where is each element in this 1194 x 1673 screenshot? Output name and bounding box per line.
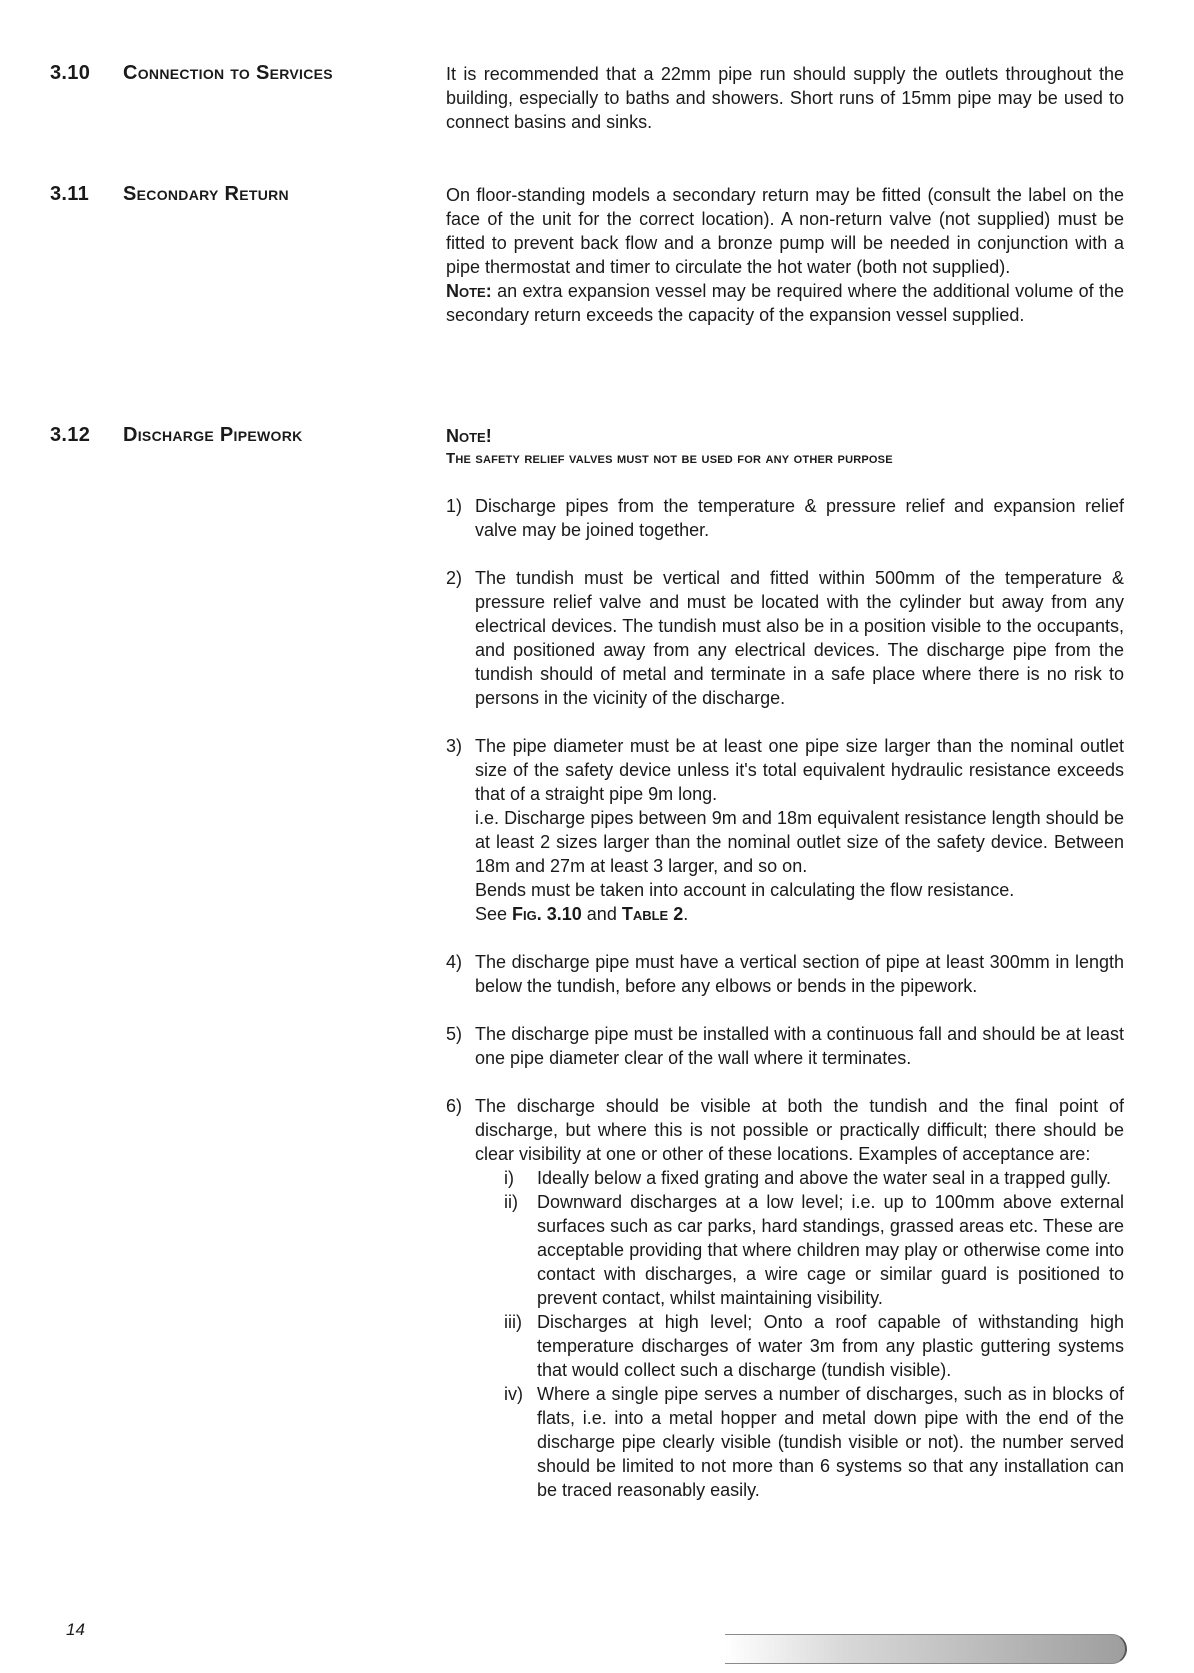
note-label: Note:	[446, 281, 492, 301]
list-item	[446, 1022, 1124, 1070]
section-body	[446, 424, 1124, 1526]
note-text: an extra expansion vessel may be required where the additional volume of the secondary return exceeds the capacity of the expansion vessel supplied.	[446, 281, 1124, 325]
see-and: and	[581, 904, 622, 924]
list-item	[446, 494, 1124, 542]
item-text: Discharge pipes from the temperature & pressure relief and expansion relief valve may be joined together.	[475, 496, 1124, 540]
list-item	[446, 1094, 1124, 1502]
section-number: 3.10	[50, 62, 91, 84]
acceptance-examples-list	[446, 1166, 1124, 1502]
figure-reference: Fig. 3.10	[512, 904, 582, 924]
list-item	[446, 566, 1124, 710]
sub-item-text: Where a single pipe serves a number of discharges, such as in blocks of flats, i.e. into a metal hopper and metal down pipe with the end of the discharge pipe clearly visible (tundish visible or not). the number served should be limited to not more than 6 systems so that any installation can be traced reasonably easily.	[537, 1384, 1124, 1500]
sub-item-text: Ideally below a fixed grating and above the water seal in a trapped gully.	[537, 1168, 1112, 1188]
sub-list-item	[446, 1166, 1124, 1190]
page-number: 14	[66, 1620, 85, 1639]
table-reference: Table 2	[621, 904, 684, 924]
paragraph: It is recommended that a 22mm pipe run should supply the outlets throughout the building, especially to baths and showers. Short runs of 15mm pipe may be used to connect basins and sinks.	[446, 64, 1124, 132]
item-number: 5)	[446, 1024, 463, 1044]
section-body	[446, 183, 1124, 327]
sub-list-item	[446, 1382, 1124, 1502]
section-number: 3.11	[50, 183, 90, 205]
item-text: The tundish must be vertical and fitted within 500mm of the temperature & pressure relief valve and must be located with the cylinder but away from any electrical devices. The tundish must also be in a position visible to the occupants, and positioned away from any electrical devices. The discharge pipe from the tundish should of metal and terminate in a safe place where there is no risk to persons in the vicinity of the discharge.	[475, 568, 1124, 708]
section-title: Discharge Pipework	[123, 424, 303, 446]
item-number: 6)	[446, 1096, 463, 1116]
item-text-continued: i.e. Discharge pipes between 9m and 18m equivalent resistance length should be at least 2 sizes larger than the nominal outlet size of the safety device. Between 18m and 27m at least 3 larger, and so on.	[475, 808, 1124, 876]
item-text-bends: Bends must be taken into account in calculating the flow resistance.	[475, 880, 1015, 900]
paragraph: On floor-standing models a secondary return may be fitted (consult the label on the face of the unit for the correct location). A non-return valve (not supplied) must be fitted to prevent back flow and a bronze pump will be needed in conjunction with a pipe thermostat and timer to circulate the hot water (both not supplied).	[446, 185, 1124, 277]
see-end: .	[683, 904, 689, 924]
sub-item-number: i)	[504, 1168, 514, 1188]
sub-list-item	[446, 1190, 1124, 1310]
item-text: The discharge should be visible at both the tundish and the final point of discharge, but where this is not possible or practically difficult; there should be clear visibility at one or other of these locations. Examples of acceptance are:	[475, 1096, 1124, 1164]
sub-item-number: iv)	[504, 1384, 523, 1404]
see-prefix: See	[475, 904, 513, 924]
item-number: 4)	[446, 952, 463, 972]
footer-decorative-bar	[725, 1634, 1127, 1664]
item-number: 2)	[446, 568, 463, 588]
note-paragraph	[446, 279, 1124, 327]
item-number: 3)	[446, 736, 463, 756]
section-body	[446, 62, 1124, 134]
warning-title: Note!	[446, 426, 492, 446]
item-text: The pipe diameter must be at least one pipe size larger than the nominal outlet size of the safety device unless it's total equivalent hydraulic resistance exceeds that of a straight pipe 9m long.	[475, 736, 1124, 804]
item-text: The discharge pipe must have a vertical section of pipe at least 300mm in length below the tundish, before any elbows or bends in the pipework.	[475, 952, 1124, 996]
section-title: Secondary Return	[123, 183, 289, 205]
sub-item-text: Downward discharges at a low level; i.e. up to 100mm above external surfaces such as car parks, hard standings, grassed areas etc. These are acceptable providing that where children may play or otherwise come into contact with discharges, a wire cage or similar guard is positioned to prevent contact, whilst maintaining visibility.	[537, 1192, 1124, 1308]
discharge-requirements-list	[446, 494, 1124, 1502]
item-text: The discharge pipe must be installed with a continuous fall and should be at least one pipe diameter clear of the wall where it terminates.	[475, 1024, 1124, 1068]
warning-text: The safety relief valves must not be used for any other purpose	[446, 450, 893, 467]
sub-list-item	[446, 1310, 1124, 1382]
item-number: 1)	[446, 496, 463, 516]
see-reference	[475, 902, 1124, 926]
sub-item-text: Discharges at high level; Onto a roof capable of withstanding high temperature discharges of water 3m from any plastic guttering systems that would collect such a discharge (tundish visible).	[537, 1312, 1124, 1380]
section-title: Connection to Services	[123, 62, 333, 84]
list-item	[446, 950, 1124, 998]
sub-item-number: iii)	[504, 1312, 522, 1332]
section-number: 3.12	[50, 424, 91, 446]
list-item	[446, 734, 1124, 926]
sub-item-number: ii)	[504, 1192, 518, 1212]
